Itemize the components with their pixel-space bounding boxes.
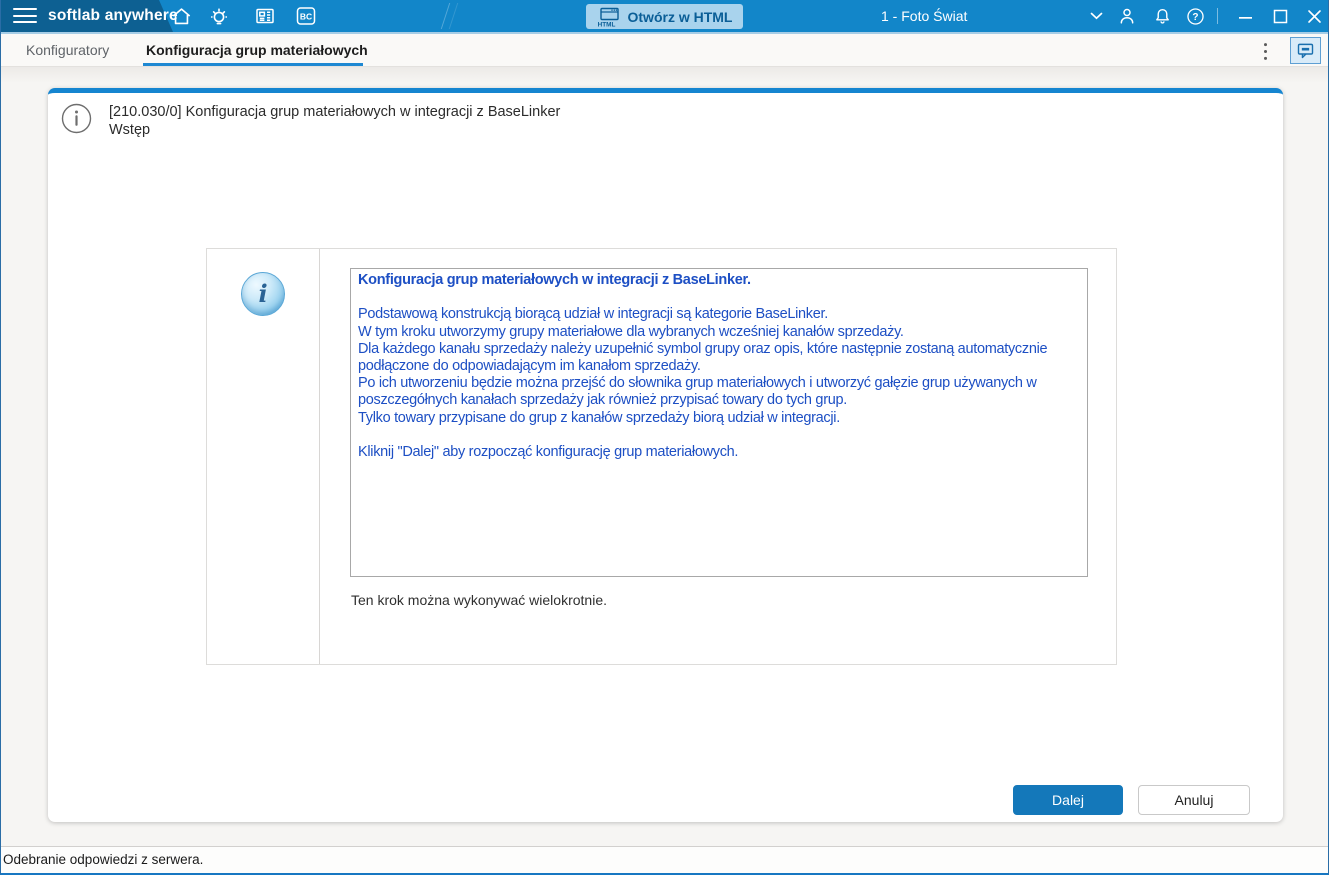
home-icon[interactable]	[168, 4, 194, 28]
tab-konfiguratory[interactable]: Konfiguratory	[26, 42, 110, 58]
menu-icon[interactable]	[13, 8, 37, 24]
company-selector[interactable]	[881, 0, 1066, 32]
message-line	[358, 289, 1080, 306]
title-bar	[1, 0, 1328, 32]
message-line: Kliknij "Dalej" aby rozpocząć konfigurację grup materiałowych.	[358, 444, 739, 461]
wizard-card	[48, 88, 1283, 822]
bell-icon[interactable]	[1149, 4, 1175, 28]
message-title: Konfiguracja grup materiałowych w integracji z BaseLinker.	[358, 272, 751, 288]
step-note: Ten krok można wykonywać wielokrotnie.	[351, 592, 607, 608]
svg-text:HTML: HTML	[597, 21, 615, 28]
divider	[1217, 8, 1218, 24]
comment-panel-button[interactable]	[1290, 37, 1321, 64]
message-line: Dla każdego kanału sprzedaży należy uzupełnić symbol grupy oraz opis, które następnie zostaną automatycznie podłączone do odpowiadającym im kanałom sprzedaży.	[358, 340, 1048, 375]
comment-icon	[1295, 40, 1316, 61]
close-icon[interactable]	[1301, 4, 1327, 28]
company-name: 1 - Foto Świat	[881, 8, 968, 24]
help-icon[interactable]	[1182, 4, 1208, 28]
minimize-icon[interactable]	[1232, 4, 1258, 28]
app-name: softlab anywhere	[48, 7, 178, 24]
wizard-title: [210.030/0] Konfiguracja grup materiałowych w integracji z BaseLinker	[109, 104, 561, 120]
wizard-header	[109, 104, 560, 139]
message-line: Tylko towary przypisane do grup z kanałów sprzedaży biorą udział w integracji.	[358, 409, 840, 426]
chevron-down-icon[interactable]	[1083, 4, 1109, 28]
tab-konfiguracja-grup-materialowych[interactable]: Konfiguracja grup materiałowych	[146, 42, 368, 58]
cancel-button[interactable]: Anuluj	[1138, 785, 1250, 815]
message-line: W tym kroku utworzymy grupy materiałowe dla wybranych wcześniej kanałów sprzedaży.	[358, 323, 904, 340]
message-line: Po ich utworzeniu będzie można przejść do słownika grup materiałowych i utworzyć gałęzie grup używanych w poszczegółnych kanałach sprzedaży jak również przypisać towary do tych grup.	[358, 375, 1037, 409]
info-ball-icon: i	[241, 272, 285, 316]
lightbulb-icon[interactable]	[206, 4, 232, 28]
info-outline-icon	[61, 103, 92, 134]
user-icon[interactable]	[1114, 4, 1140, 28]
divider	[319, 249, 320, 664]
active-tab-indicator	[143, 63, 363, 66]
svg-text:?: ?	[1191, 11, 1199, 23]
status-text: Odebranie odpowiedzi z serwera.	[3, 852, 204, 867]
wizard-step-panel	[206, 248, 1117, 665]
wizard-subtitle: Wstęp	[109, 121, 151, 138]
message-line: Podstawową konstrukcją biorącą udział w integracji są kategorie BaseLinker.	[358, 306, 828, 323]
message-textbox[interactable]	[350, 268, 1088, 577]
content-area	[1, 67, 1328, 846]
html-window-icon	[597, 5, 621, 29]
next-button[interactable]: Dalej	[1013, 785, 1123, 815]
bc-icon[interactable]	[293, 4, 319, 28]
maximize-icon[interactable]	[1267, 4, 1293, 28]
open-in-html-label: Otwórz w HTML	[627, 8, 733, 25]
message-line	[358, 427, 1080, 444]
open-in-html-button[interactable]	[586, 4, 743, 29]
tab-bar	[1, 32, 1328, 67]
svg-text:BC: BC	[299, 11, 313, 22]
status-bar	[1, 846, 1328, 873]
decorative-stripe	[449, 3, 458, 29]
news-icon[interactable]	[252, 4, 278, 28]
more-options-icon[interactable]	[1254, 39, 1276, 63]
message-lines	[358, 289, 1080, 461]
